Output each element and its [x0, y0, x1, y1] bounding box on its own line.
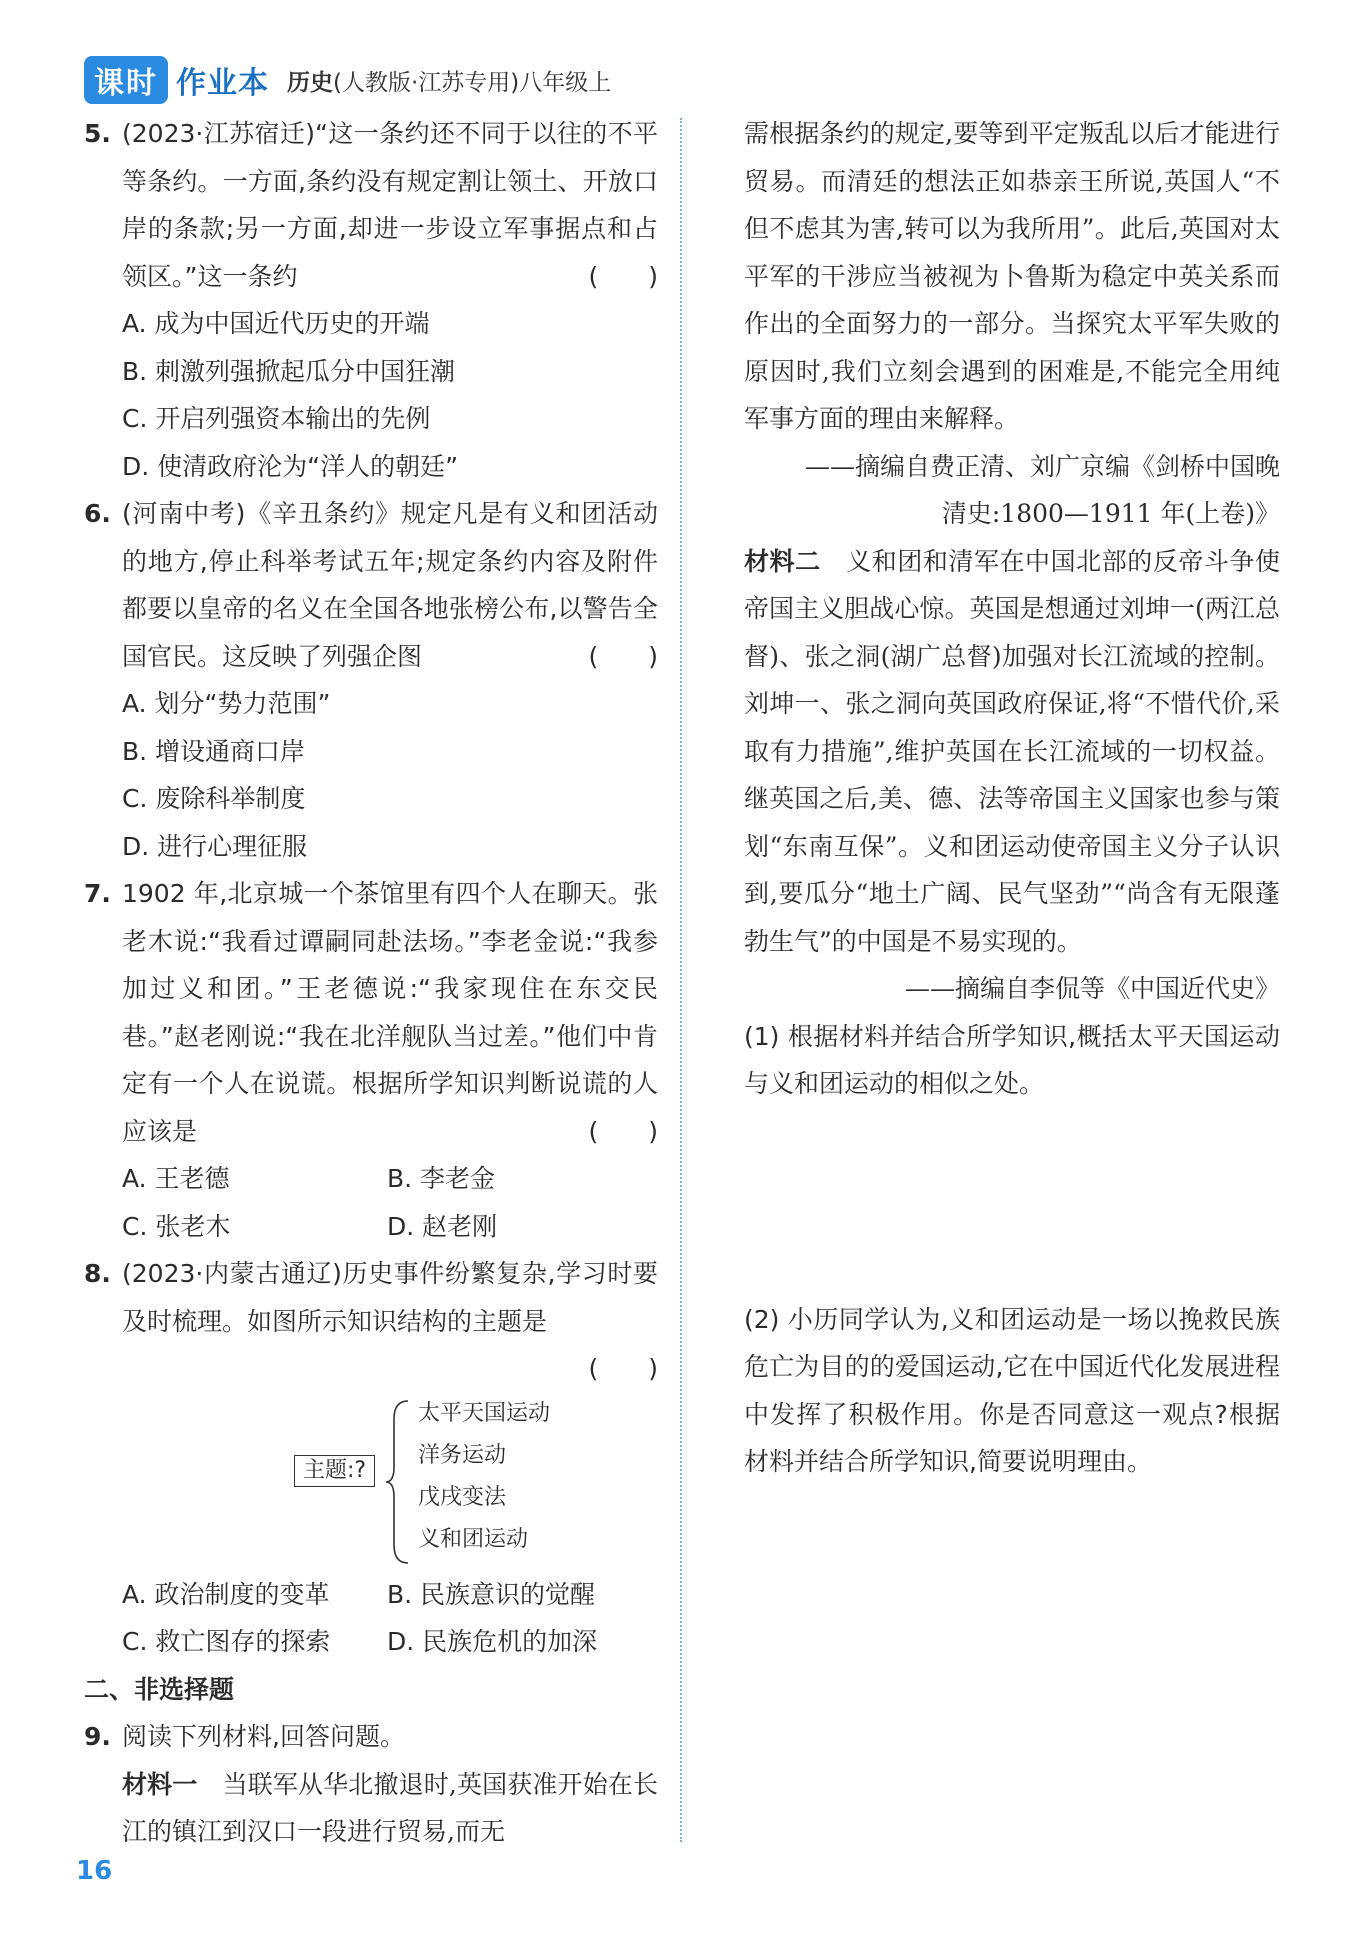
material-1-start: [84, 1761, 658, 1856]
logo-badge: 课时: [84, 56, 168, 104]
sub-question-2: (2) 小历同学认为,义和团运动是一场以挽救民族危亡为目的的爱国运动,它在中国近代化发展进程中发挥了积极作用。你是否同意这一观点?根据材料并结合所学知识,简要说明理由。: [744, 1304, 1280, 1476]
question-7: [84, 870, 658, 1155]
question-number: 8.: [84, 1259, 111, 1288]
material-source: 清史:1800—1911 年(上卷)》: [941, 499, 1280, 528]
answer-parens[interactable]: ( ): [588, 261, 658, 291]
option: C. 救亡图存的探索: [122, 1627, 331, 1656]
material-source: ——摘编自费正清、刘广京编《剑桥中国晚: [804, 451, 1280, 481]
option: C. 张老木: [122, 1211, 231, 1241]
question-text: (2023·内蒙古通辽)历史事件纷繁复杂,学习时要及时梳理。如图所示知识结构的主题是: [122, 1259, 658, 1336]
question-6: [84, 490, 658, 680]
option-row: [84, 1203, 658, 1251]
curly-brace-icon: [384, 1399, 412, 1565]
answer-space[interactable]: [744, 1108, 1280, 1296]
option: C. 废除科举制度: [122, 784, 306, 813]
material-text: 当联军从华北撤退时,英国获准开始在长江的镇江到汉口一段进行贸易,而无: [122, 1769, 658, 1846]
diagram-topic-box: 主题:?: [294, 1455, 375, 1487]
header-subject: [287, 64, 611, 97]
diagram-item: 太平天国运动: [418, 1400, 551, 1426]
column-divider: [680, 118, 682, 1842]
option-row: [84, 1155, 658, 1203]
diagram-item: 洋务运动: [418, 1442, 507, 1468]
option-row: [84, 1618, 658, 1666]
question-intro: 阅读下列材料,回答问题。: [122, 1722, 405, 1751]
question-text: (河南中考)《辛丑条约》规定凡是有义和团活动的地方,停止科举考试五年;规定条约内容及附件都要以皇帝的名义在全国各地张榜公布,以警告全国官民。这反映了列强企图: [122, 499, 658, 671]
sub-question-1: (1) 根据材料并结合所学知识,概括太平天国运动与义和团运动的相似之处。: [744, 1021, 1280, 1098]
page-number: 16: [76, 1856, 113, 1886]
option: B. 刺激列强掀起瓜分中国狂潮: [122, 356, 456, 386]
option: B. 民族意识的觉醒: [387, 1579, 596, 1609]
diagram-items: [418, 1393, 550, 1561]
question-8: [84, 1250, 658, 1345]
material-text: 义和团和清军在中国北部的反帝斗争使帝国主义胆战心惊。英国是想通过刘坤一(两江总督)、张之洞(湖广总督)加强对长江流域的控制。刘坤一、张之洞向英国政府保证,将“不惜代价,采取有力措施”,维护英国在长江流域的一切权益。继英国之后,美、德、法等帝国主义国家也参与策划“东南互保”。义和团运动使帝国主义分子认识到,要瓜分“地土广阔、民气坚劲”“尚含有无限蓬勃生气”的中国是不易实现的。: [744, 546, 1280, 956]
answer-parens[interactable]: ( ): [588, 641, 658, 671]
material-label: 材料一: [122, 1769, 198, 1799]
answer-parens[interactable]: ( ): [588, 1354, 658, 1383]
left-column: [84, 110, 658, 1856]
option: D. 赵老刚: [387, 1211, 498, 1241]
question-number: 6.: [84, 499, 111, 528]
material-2: [744, 538, 1280, 966]
question-number: 5.: [84, 119, 111, 148]
logo-text: 作业本: [176, 66, 269, 101]
option: B. 李老金: [387, 1164, 496, 1193]
option: C. 开启列强资本输出的先例: [122, 404, 431, 433]
diagram-item: 义和团运动: [418, 1526, 529, 1552]
material-label: 材料二: [744, 546, 821, 576]
option: A. 划分“势力范围”: [122, 689, 331, 718]
option: D. 进行心理征服: [122, 831, 308, 861]
material-1-continued: 需根据条约的规定,要等到平定叛乱以后才能进行贸易。而清廷的想法正如恭亲王所说,英国人“不但不虑其为害,转可以为我所用”。此后,英国对太平军的干涉应当被视为卜鲁斯为稳定中英关系而作出的全面努力的一部分。当探究太平军失败的原因时,我们立刻会遇到的困难是,不能完全用纯军事方面的理由来解释。: [744, 119, 1280, 433]
page-header: [84, 56, 611, 104]
diagram-item: 戊戌变法: [418, 1484, 507, 1510]
option: A. 政治制度的变革: [122, 1579, 330, 1609]
question-text: 1902 年,北京城一个茶馆里有四个人在聊天。张老木说:“我看过谭嗣同赴法场。”李老金说:“我参加过义和团。”王老德说:“我家现住在东交民巷。”赵老刚说:“我在北洋舰队当过差。”他们中肯定有一个人在说谎。根据所学知识判断说谎的人应该是: [122, 879, 658, 1146]
question-number: 7.: [84, 879, 111, 908]
question-number: 9.: [84, 1722, 111, 1751]
section-title: 二、非选择题: [84, 1674, 235, 1704]
question-text: (2023·江苏宿迁)“这一条约还不同于以往的不平等条约。一方面,条约没有规定割让领土、开放口岸的条款;另一方面,却进一步设立军事据点和占领区。”这一条约: [122, 119, 658, 291]
knowledge-structure-diagram: [122, 1393, 658, 1571]
right-column: [744, 110, 1280, 1486]
option: A. 成为中国近代历史的开端: [122, 309, 430, 338]
question-9: [84, 1713, 658, 1761]
option: D. 使清政府沦为“洋人的朝廷”: [122, 451, 459, 481]
edition-label: (人教版·江苏专用)八年级上: [333, 69, 612, 96]
option: D. 民族危机的加深: [387, 1627, 598, 1656]
option-row: [84, 1571, 658, 1619]
subject-name: 历史: [287, 69, 333, 96]
answer-parens-line: [84, 1345, 658, 1393]
option: B. 增设通商口岸: [122, 736, 306, 766]
answer-parens[interactable]: ( ): [588, 1116, 658, 1146]
option: A. 王老德: [122, 1164, 230, 1193]
material-source: ——摘编自李侃等《中国近代史》: [904, 974, 1280, 1003]
question-5: [84, 110, 658, 300]
